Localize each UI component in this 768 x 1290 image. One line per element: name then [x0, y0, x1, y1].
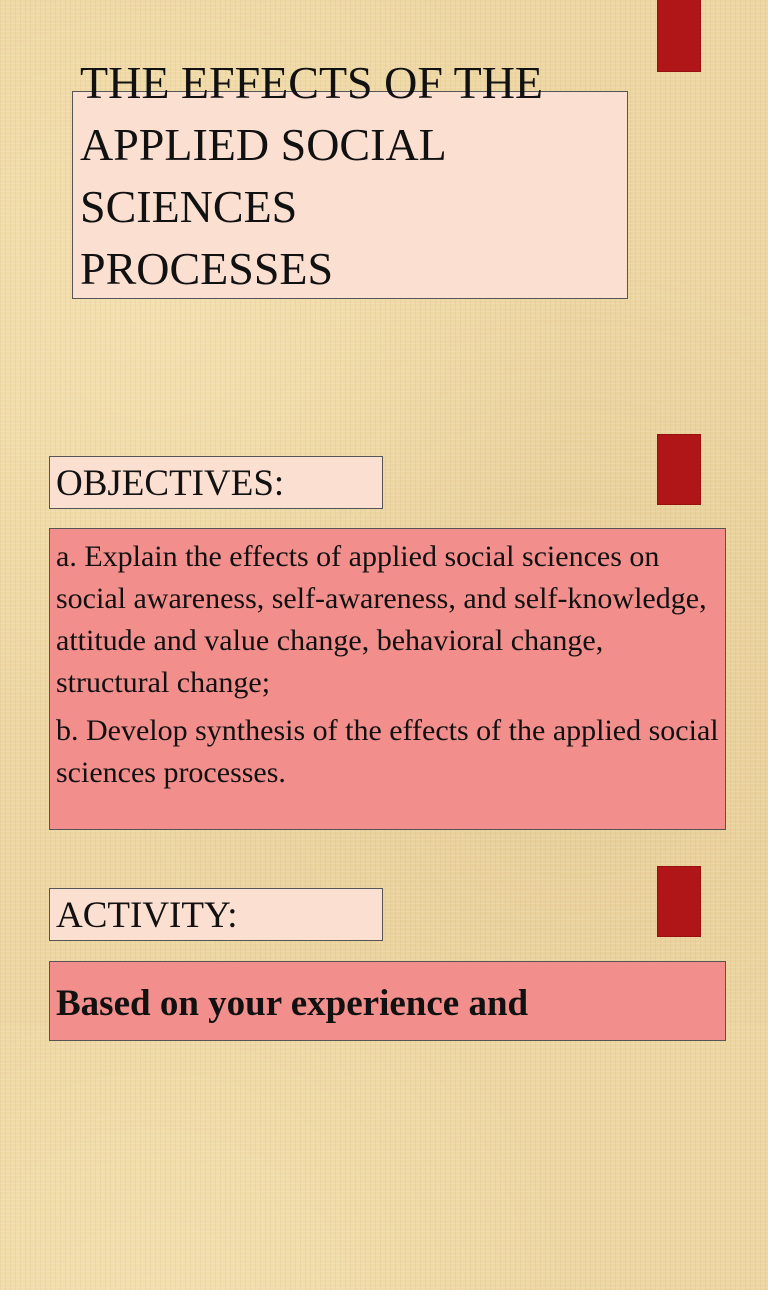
- objectives-slide: [0, 430, 768, 860]
- slide-title: THE EFFECTS OF THE APPLIED SOCIAL SCIENCES PROCESSES: [80, 57, 544, 294]
- activity-box: [49, 961, 726, 1041]
- red-accent-tab: [657, 434, 701, 505]
- objective-item-b: b. Develop synthesis of the effects of the applied social sciences processes.: [56, 714, 719, 789]
- objectives-heading: OBJECTIVES:: [49, 456, 383, 509]
- red-accent-tab: [657, 0, 701, 72]
- title-slide: [0, 0, 768, 430]
- activity-slide: [0, 860, 768, 1290]
- activity-text: Based on your experience and: [56, 983, 529, 1024]
- objective-item-a: a. Explain the effects of applied social sciences on social awareness, self-awareness, and self-knowledge, attitude and value change, behavioral change, structural change;: [56, 540, 707, 699]
- activity-heading: ACTIVITY:: [49, 888, 383, 941]
- objectives-box: [49, 528, 726, 830]
- red-accent-tab: [657, 866, 701, 937]
